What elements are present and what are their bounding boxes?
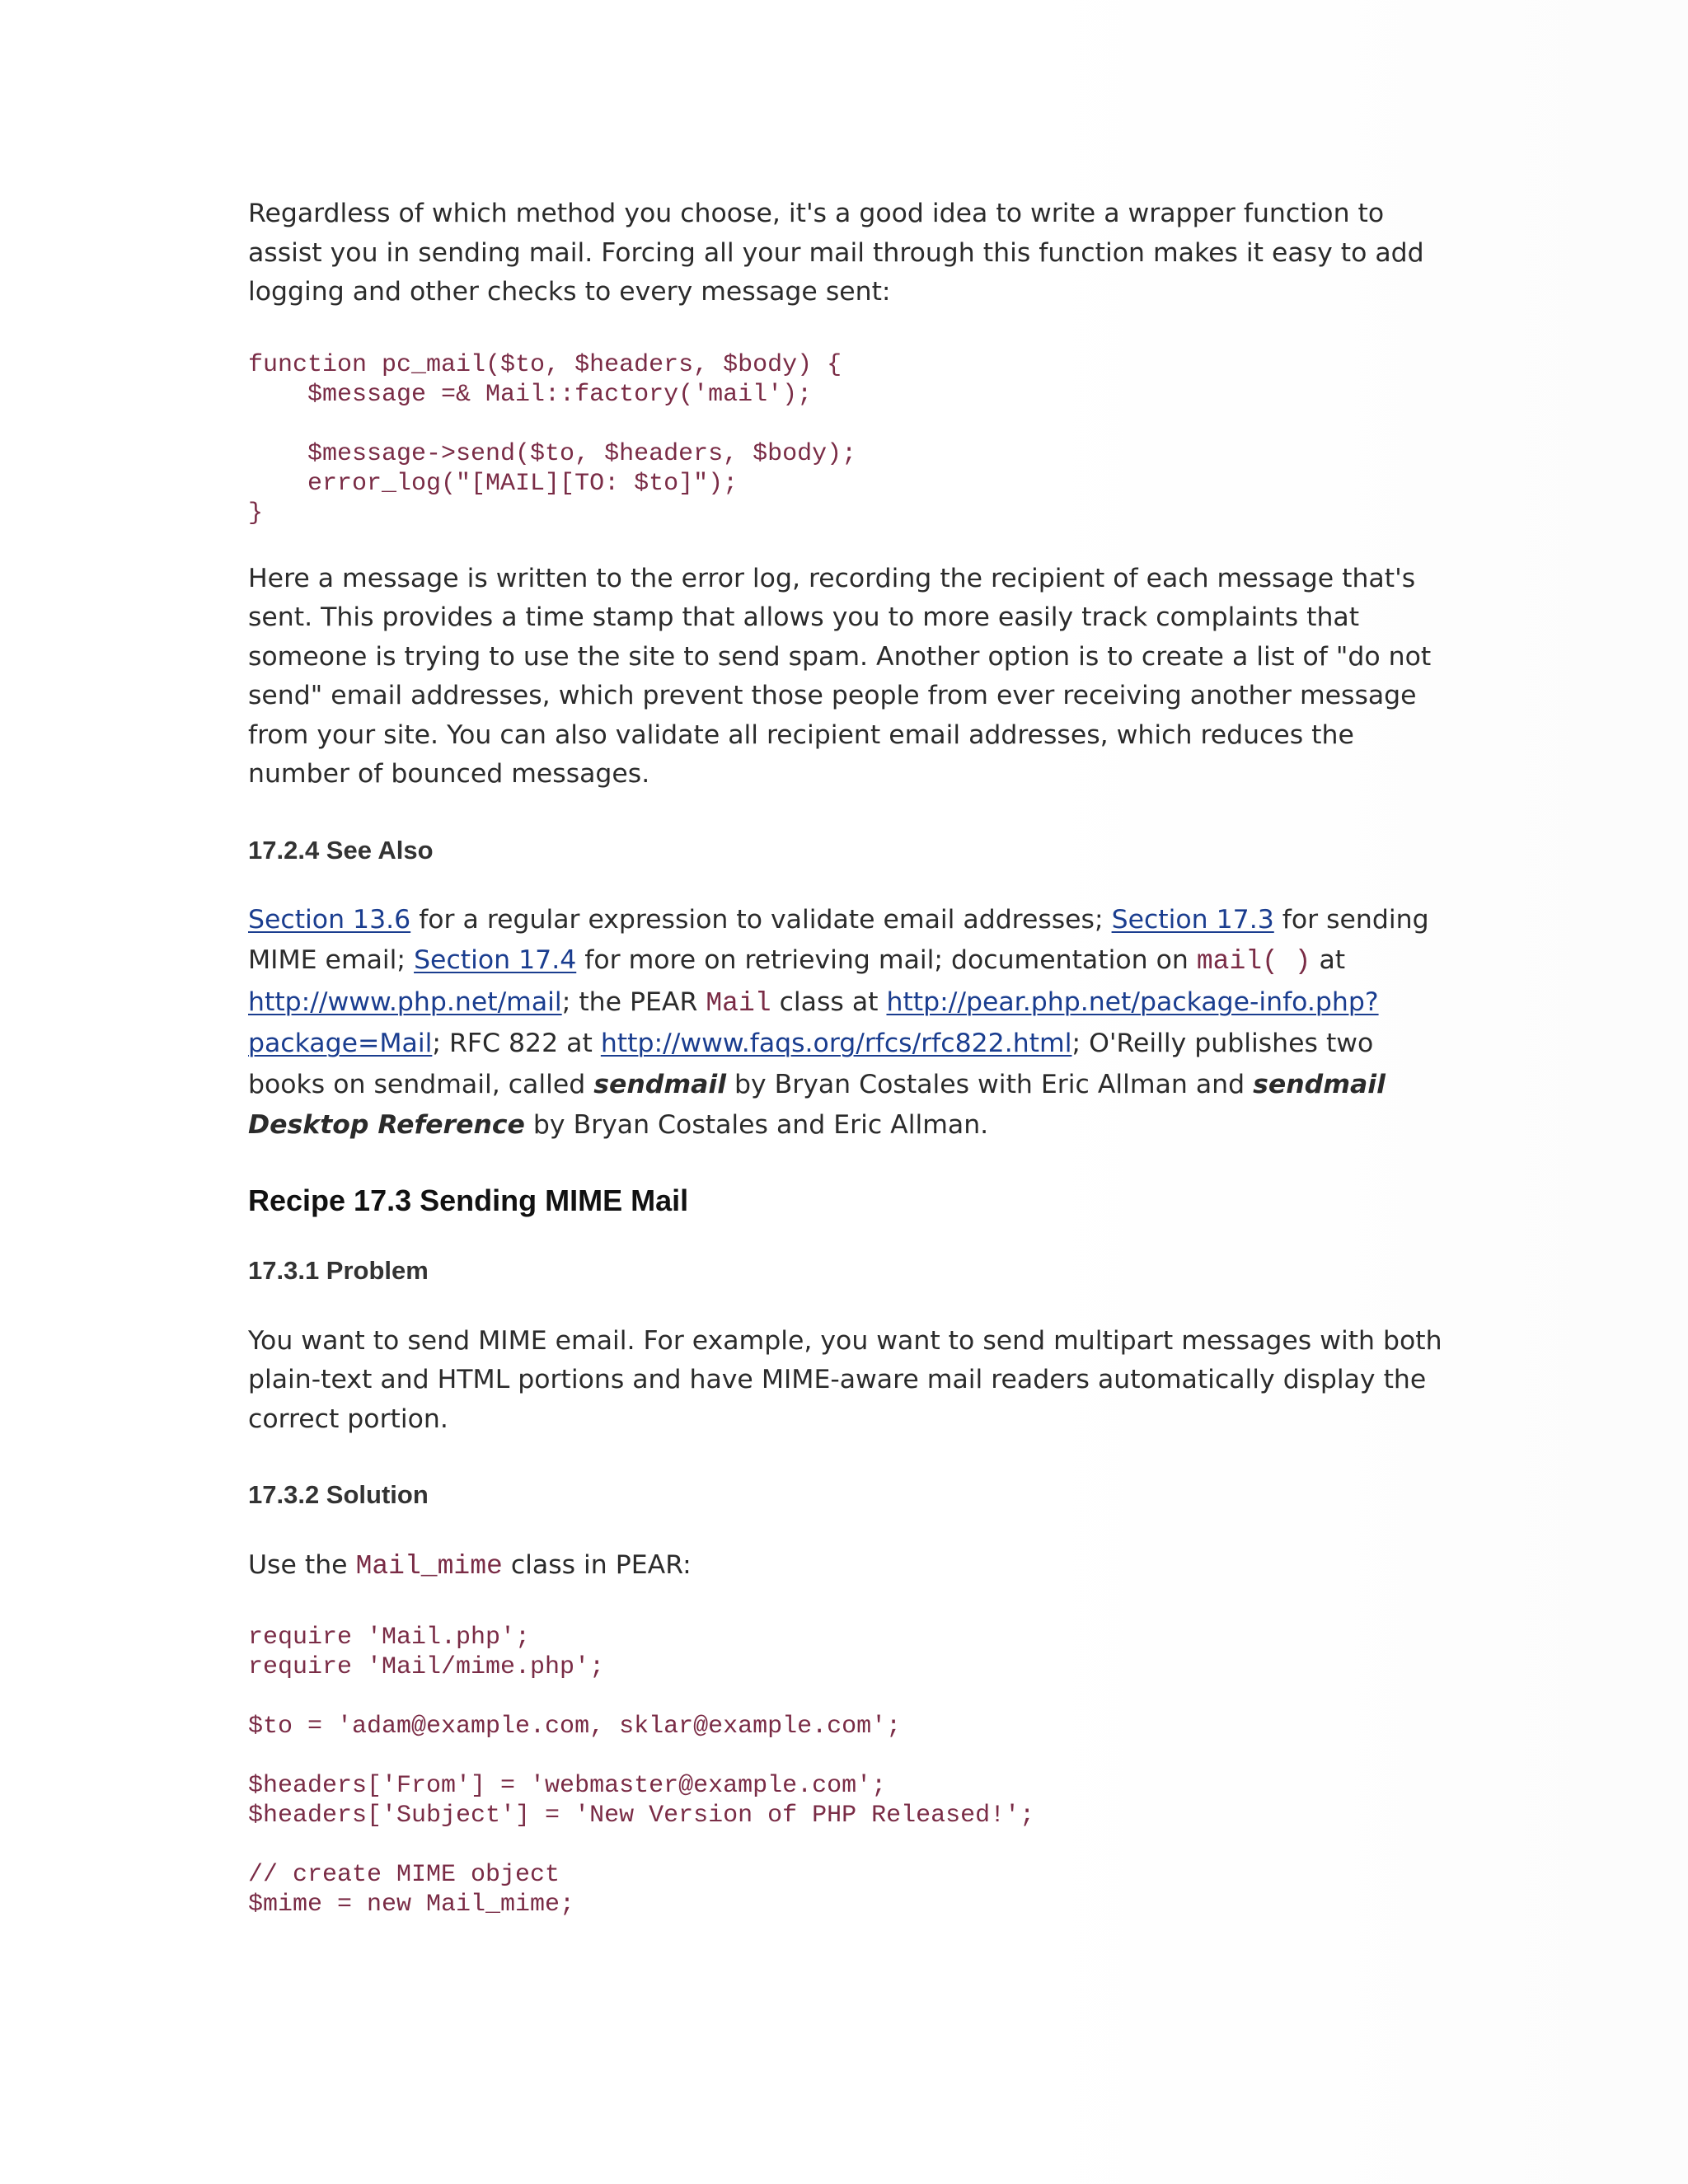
link-section-17-4[interactable]: Section 17.4 (414, 945, 577, 975)
link-pear-mail[interactable]: http://pear.php.net/package-info.php?package=Mail (248, 987, 1379, 1058)
code-blank-line (248, 1830, 1451, 1860)
see-also-heading: 17.2.4 See Also (248, 835, 434, 865)
recipe-heading: Recipe 17.3 Sending MIME Mail (248, 1183, 689, 1217)
document-content (248, 194, 1451, 1919)
book-title-sendmail-desktop-reference: sendmail Desktop Reference (248, 1069, 1386, 1140)
see-also-text: by Bryan Costales with Eric Allman and (726, 1069, 1254, 1099)
code-block-mime-example (248, 1623, 1451, 1919)
code-line: require 'Mail/mime.php'; (248, 1652, 605, 1681)
code-line: // create MIME object (248, 1860, 560, 1889)
code-block-wrapper-function (248, 350, 1451, 528)
code-line: } (248, 499, 264, 527)
see-also-text: ; the PEAR (561, 987, 706, 1017)
book-title-sendmail: sendmail (593, 1069, 727, 1099)
see-also-text: by Bryan Costales and Eric Allman. (524, 1110, 989, 1140)
code-line: require 'Mail.php'; (248, 1623, 531, 1652)
see-also-text: ; O'Reilly publishes two books on sendmail, called (248, 1029, 1374, 1099)
code-blank-line (248, 1682, 1451, 1712)
see-also-text: for a regular expression to validate email addresses; (410, 904, 1112, 935)
see-also-text: at (1311, 945, 1346, 975)
inline-code-mail-mime: Mail_mime (355, 1551, 503, 1582)
explanation-paragraph: Here a message is written to the error log, recording the recipient of each message that's sent. This provides a time stamp that allows you to more easily track complaints that someone is trying to use the site to send spam. Another option is to create a list of "do not send" email addresses, which prevent those people from ever receiving another message from your site. You can also validate all recipient email addresses, which reduces the number of bounced messages. (248, 563, 1432, 789)
code-line: $message->send($to, $headers, $body); (248, 439, 857, 468)
code-line: function pc_mail($to, $headers, $body) { (248, 350, 842, 379)
see-also-text: ; RFC 822 at (432, 1029, 601, 1058)
code-line: $headers['Subject'] = 'New Version of PHP Released!'; (248, 1801, 1035, 1830)
code-line: $message =& Mail::factory('mail'); (248, 380, 813, 409)
problem-heading: 17.3.1 Problem (248, 1255, 429, 1285)
solution-text: Use the (248, 1550, 356, 1580)
see-also-paragraph (248, 900, 1451, 1146)
link-section-17-3[interactable]: Section 17.3 (1111, 904, 1274, 935)
code-line: error_log("[MAIL][TO: $to]"); (248, 469, 738, 498)
see-also-text: class at (771, 987, 887, 1017)
code-blank-line (248, 410, 1451, 439)
code-blank-line (248, 1741, 1451, 1771)
code-line: $mime = new Mail_mime; (248, 1890, 575, 1919)
intro-paragraph: Regardless of which method you choose, it's a good idea to write a wrapper function to assist you in sending mail. Forcing all your mail through this function makes it easy to add logging and other checks to every message sent: (248, 199, 1424, 307)
link-section-13-6[interactable]: Section 13.6 (248, 904, 411, 935)
inline-code-mail-function: mail( ) (1196, 946, 1311, 977)
solution-heading: 17.3.2 Solution (248, 1480, 429, 1509)
inline-code-mail-class: Mail (706, 987, 771, 1019)
code-line: $to = 'adam@example.com, sklar@example.com'; (248, 1712, 902, 1741)
see-also-text: for sending MIME email; (248, 904, 1429, 975)
solution-paragraph (248, 1546, 1451, 1586)
see-also-text: for more on retrieving mail; documentation on (576, 945, 1197, 975)
link-php-net-mail[interactable]: http://www.php.net/mail (248, 987, 562, 1017)
solution-text: class in PEAR: (502, 1550, 692, 1580)
link-rfc822[interactable]: http://www.faqs.org/rfcs/rfc822.html (600, 1029, 1072, 1058)
problem-paragraph: You want to send MIME email. For example, you want to send multipart messages with both plain-text and HTML portions and have MIME-aware mail readers automatically display the correct portion. (248, 1325, 1442, 1434)
code-line: $headers['From'] = 'webmaster@example.com'; (248, 1771, 887, 1800)
